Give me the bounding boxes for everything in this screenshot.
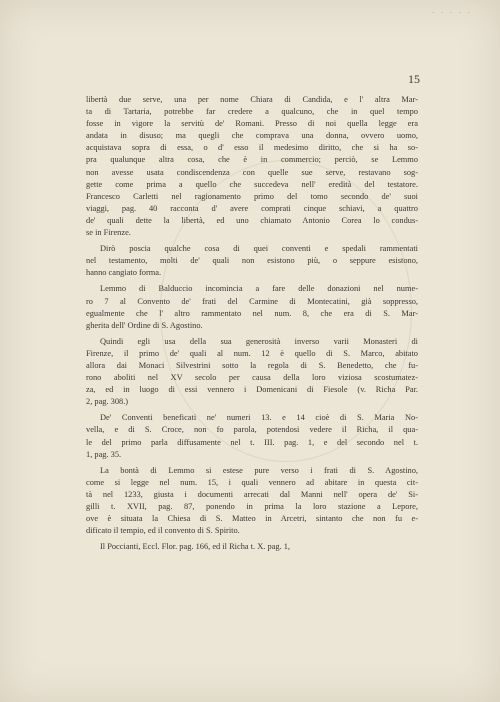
text-line: come si legge nel num. 15, i quali vennero ad abitare in questa cit- <box>86 477 418 487</box>
text-line: fosse in vigore la servitù de' Romani. Presso di noi quella legge era <box>86 119 418 129</box>
text-line: tà nel 1233, giusta i documenti arrecati dal Manni nell' opera de' Si- <box>86 489 418 499</box>
text-line: gherita dell' Ordine di S. Agostino. <box>86 320 203 330</box>
text-line: La bontà di Lemmo si estese pure verso i frati di S. Agostino, <box>100 465 418 475</box>
text-line: ove è situata la Chiesa di S. Matteo in Arcetri, sintanto che non fu e- <box>86 514 418 524</box>
text-line: acquistava sopra di essa, o d' esso il medesimo diritto, che si ha so- <box>86 143 418 153</box>
text-line: gilli t. XVII, pag. 87, ponendo in prima la loro stazione a Lepore, <box>86 502 418 511</box>
text-line: de' quali dette la libertà, ed uno chiamato Antonio Corea lo condus- <box>86 215 418 225</box>
text-line: viaggi, pag. 40 racconta d' avere comprati cinque schiavi, a quattro <box>86 203 418 213</box>
paragraph <box>86 336 418 409</box>
body-text <box>86 94 418 553</box>
text-line: ro 7 al Convento de' frati del Carmine di Montecatini, già soppresso, <box>86 296 418 306</box>
text-line: Francesco Carletti nel ragionamento primo del tomo secondo de' suoi <box>86 191 418 201</box>
text-line: egualmente che l' altro rammentato nel num. 8, che era di S. Mar- <box>86 308 418 318</box>
text-line: Il Poccianti, Eccl. Flor. pag. 166, ed il Richa t. X. pag. 1, <box>100 542 291 552</box>
text-line: gette come prima a quello che succedeva nell' eredità del testatore. <box>86 179 418 189</box>
text-line: le del primo parla diffusamente nel t. III. pag. 1, e del secondo nel t. <box>86 437 418 447</box>
paragraph <box>86 94 418 239</box>
text-line: pra qualunque altra cosa, che è in commercio; perciò, se Lemmo <box>86 155 418 165</box>
text-line: libertà due serve, una per nome Chiara di Candida, e l' altra Mar- <box>86 95 418 104</box>
paragraph <box>86 243 418 279</box>
paragraph <box>86 283 418 331</box>
text-line: za, ed in luogo di essi vennero i Domenicani di Fiesole (v. Richa Par. <box>86 385 418 395</box>
pencil-note: · · · · · <box>431 8 472 17</box>
page-number: 15 <box>408 72 420 86</box>
paragraph <box>86 541 418 553</box>
text-line: ta di Tartaria, potrebbe far credere a qualcuno, che in quel tempo <box>86 107 418 117</box>
text-line: Quindi egli usa della sua generosità inverso varii Monasteri di <box>100 336 418 346</box>
text-line: andata in disuso; ma quegli che comprava una donna, ovvero uomo, <box>86 131 418 141</box>
text-line: Lemmo di Balduccio incomincia a fare delle donazioni nel nume- <box>100 284 418 294</box>
text-line: non avesse usata condiscendenza con quelle sue serve, restavano sog- <box>86 167 418 177</box>
text-line: De' Conventi beneficati ne' numeri 13. e 14 cioè di S. Maria No- <box>100 413 418 423</box>
text-line: nel testamento, molti de' quali non esistono più, o seppure esistono, <box>86 256 418 266</box>
text-line: se in Firenze. <box>86 228 131 238</box>
text-line: Firenze, il primo de' quali al num. 12 è quello di S. Marco, abitato <box>86 348 418 358</box>
text-line: rono aboliti nel XV secolo per causa della loro viziosa scostumatez- <box>86 373 418 383</box>
paragraph <box>86 412 418 460</box>
text-line: 2, pag. 308.) <box>86 397 129 407</box>
text-line: hanno cangiato forma. <box>86 268 162 278</box>
text-line: Dirò poscia qualche cosa di quei conventi e spedali rammentati <box>100 244 418 254</box>
text-line: dificato il tempio, ed il convento di S. Spirito. <box>86 526 240 536</box>
text-line: vella, e di S. Croce, non fo parola, potendosi vedere il Richa, il qua- <box>86 425 418 435</box>
text-line: 1, pag. 35. <box>86 449 122 459</box>
text-line: allora dai Monaci Silvestrini sotto la regola di S. Benedetto, che fu- <box>86 360 418 370</box>
paragraph <box>86 465 418 538</box>
